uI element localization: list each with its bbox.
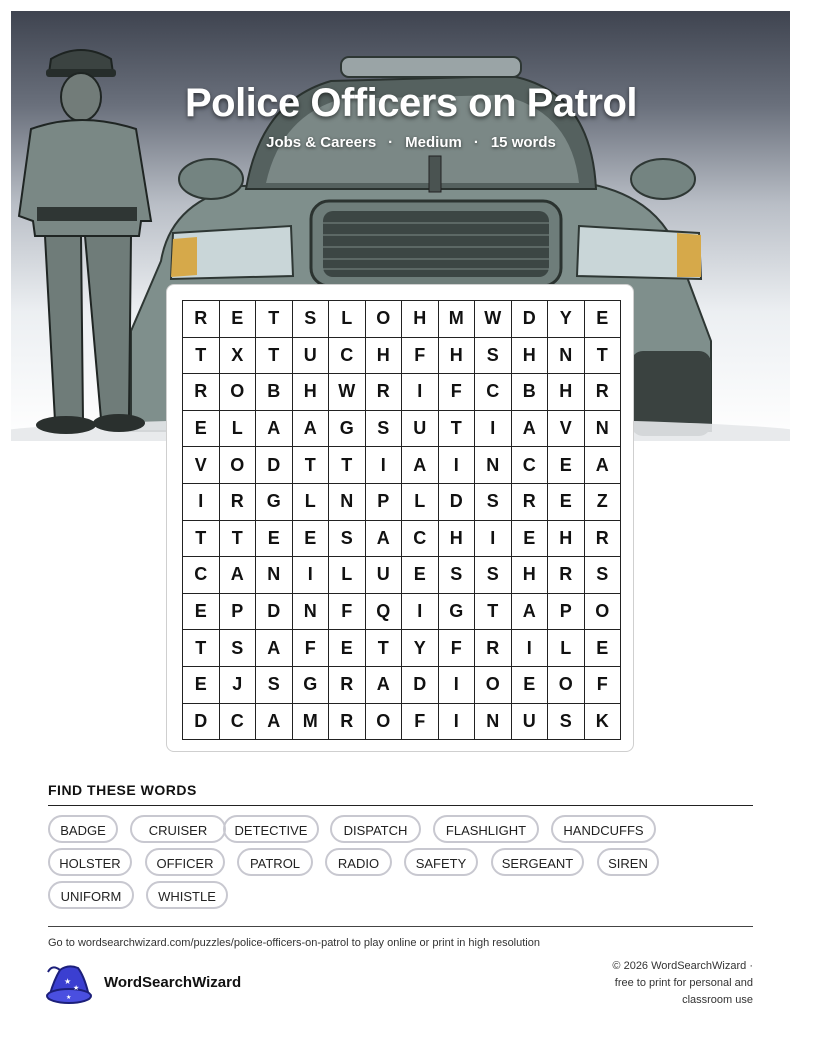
grid-cell[interactable]: I: [183, 483, 220, 520]
grid-cell[interactable]: W: [329, 374, 366, 411]
grid-cell[interactable]: N: [329, 483, 366, 520]
grid-cell[interactable]: B: [256, 374, 293, 411]
grid-row: [183, 520, 621, 557]
svg-text:★: ★: [66, 994, 72, 1001]
grid-cell[interactable]: T: [329, 447, 366, 484]
grid-cell[interactable]: D: [256, 447, 293, 484]
grid-cell[interactable]: T: [292, 447, 329, 484]
grid-cell[interactable]: P: [365, 483, 402, 520]
grid-cell[interactable]: U: [365, 557, 402, 594]
grid-cell[interactable]: T: [256, 301, 293, 338]
grid-cell[interactable]: T: [475, 593, 512, 630]
grid-cell[interactable]: Z: [584, 483, 621, 520]
grid-cell[interactable]: Y: [548, 301, 585, 338]
grid-cell[interactable]: R: [475, 630, 512, 667]
word-pill: SIREN: [597, 848, 659, 876]
grid-cell[interactable]: R: [584, 374, 621, 411]
grid-cell[interactable]: T: [183, 630, 220, 667]
grid-row: [183, 703, 621, 740]
grid-cell[interactable]: U: [511, 703, 548, 740]
grid-cell[interactable]: Q: [365, 593, 402, 630]
grid-cell[interactable]: E: [219, 301, 256, 338]
category-label: Jobs & Careers: [266, 134, 377, 151]
grid-cell[interactable]: E: [548, 483, 585, 520]
grid-cell[interactable]: S: [329, 520, 366, 557]
grid-cell[interactable]: D: [183, 703, 220, 740]
grid-cell[interactable]: T: [584, 337, 621, 374]
grid-cell[interactable]: R: [584, 520, 621, 557]
grid-cell[interactable]: S: [548, 703, 585, 740]
grid-cell[interactable]: A: [584, 447, 621, 484]
grid-cell[interactable]: C: [183, 557, 220, 594]
word-pill: DISPATCH: [330, 815, 421, 843]
grid-cell[interactable]: M: [438, 301, 475, 338]
grid-cell[interactable]: R: [548, 557, 585, 594]
grid-cell[interactable]: J: [219, 666, 256, 703]
grid-cell[interactable]: L: [219, 410, 256, 447]
copyright-line: © 2026 WordSearchWizard ·: [612, 960, 753, 972]
grid-cell[interactable]: E: [256, 520, 293, 557]
grid-cell[interactable]: O: [584, 593, 621, 630]
grid-cell[interactable]: E: [511, 666, 548, 703]
grid-cell[interactable]: S: [475, 557, 512, 594]
word-pill: FLASHLIGHT: [433, 815, 539, 843]
word-count-label: 15 words: [490, 134, 556, 151]
grid-cell[interactable]: H: [292, 374, 329, 411]
grid-cell[interactable]: V: [183, 447, 220, 484]
grid-cell[interactable]: A: [511, 410, 548, 447]
grid-cell[interactable]: S: [475, 483, 512, 520]
grid-cell[interactable]: B: [511, 374, 548, 411]
meta-separator: ·: [473, 134, 479, 151]
grid-cell[interactable]: N: [548, 337, 585, 374]
difficulty-label: Medium: [405, 134, 462, 151]
word-pill: SAFETY: [404, 848, 478, 876]
grid-cell[interactable]: A: [365, 666, 402, 703]
grid-cell[interactable]: I: [438, 703, 475, 740]
grid-cell[interactable]: G: [292, 666, 329, 703]
grid-cell[interactable]: N: [292, 593, 329, 630]
grid-cell[interactable]: W: [475, 301, 512, 338]
grid-cell[interactable]: F: [329, 593, 366, 630]
grid-row: [183, 483, 621, 520]
grid-cell[interactable]: H: [511, 557, 548, 594]
grid-cell[interactable]: A: [402, 447, 439, 484]
word-list-title: FIND THESE WORDS: [48, 782, 197, 798]
grid-cell[interactable]: E: [292, 520, 329, 557]
grid-cell[interactable]: G: [256, 483, 293, 520]
grid-cell[interactable]: D: [402, 666, 439, 703]
word-pill: CRUISER: [130, 815, 226, 843]
grid-cell[interactable]: E: [183, 593, 220, 630]
grid-cell[interactable]: S: [365, 410, 402, 447]
grid-cell[interactable]: S: [292, 301, 329, 338]
grid-cell[interactable]: I: [475, 520, 512, 557]
grid-cell[interactable]: F: [584, 666, 621, 703]
grid-cell[interactable]: S: [219, 630, 256, 667]
grid-cell[interactable]: R: [329, 666, 366, 703]
grid-cell[interactable]: I: [475, 410, 512, 447]
grid-cell[interactable]: H: [548, 374, 585, 411]
grid-cell[interactable]: X: [219, 337, 256, 374]
grid-row: [183, 630, 621, 667]
word-pill: RADIO: [325, 848, 392, 876]
grid-cell[interactable]: R: [511, 483, 548, 520]
grid-cell[interactable]: E: [584, 630, 621, 667]
word-pill: DETECTIVE: [223, 815, 319, 843]
grid-cell[interactable]: R: [183, 301, 220, 338]
grid-cell[interactable]: R: [183, 374, 220, 411]
grid-cell[interactable]: F: [438, 374, 475, 411]
grid-cell[interactable]: I: [292, 557, 329, 594]
divider: [48, 926, 753, 927]
grid-cell[interactable]: I: [511, 630, 548, 667]
grid-cell[interactable]: L: [329, 557, 366, 594]
grid-cell[interactable]: L: [402, 483, 439, 520]
grid-cell[interactable]: R: [329, 703, 366, 740]
grid-cell[interactable]: O: [475, 666, 512, 703]
grid-row: [183, 557, 621, 594]
grid-cell[interactable]: I: [438, 666, 475, 703]
grid-cell[interactable]: C: [475, 374, 512, 411]
svg-text:★: ★: [64, 977, 72, 986]
grid-cell[interactable]: L: [292, 483, 329, 520]
divider: [48, 805, 753, 806]
grid-cell[interactable]: P: [219, 593, 256, 630]
grid-cell[interactable]: Y: [402, 630, 439, 667]
brand-name: WordSearchWizard: [104, 974, 242, 991]
puzzle-title: Police Officers on Patrol: [184, 81, 638, 125]
grid-cell[interactable]: E: [511, 520, 548, 557]
grid-cell[interactable]: F: [292, 630, 329, 667]
grid-cell[interactable]: H: [438, 337, 475, 374]
grid-cell[interactable]: K: [584, 703, 621, 740]
grid-cell[interactable]: I: [438, 447, 475, 484]
grid-cell[interactable]: N: [475, 703, 512, 740]
grid-cell[interactable]: E: [329, 630, 366, 667]
grid-cell[interactable]: C: [329, 337, 366, 374]
word-pill: HANDCUFFS: [551, 815, 656, 843]
grid-cell[interactable]: N: [256, 557, 293, 594]
copyright-line: classroom use: [682, 994, 753, 1006]
grid-cell[interactable]: O: [548, 666, 585, 703]
grid-cell[interactable]: E: [584, 301, 621, 338]
copyright-line: free to print for personal and: [614, 977, 753, 989]
grid-cell[interactable]: O: [219, 374, 256, 411]
grid-row: [183, 447, 621, 484]
footer-url-text: Go to wordsearchwizard.com/puzzles/police-officers-on-patrol to play online or print in high resolution: [48, 937, 540, 949]
grid-cell[interactable]: H: [511, 337, 548, 374]
grid-cell[interactable]: L: [548, 630, 585, 667]
grid-cell[interactable]: P: [548, 593, 585, 630]
grid-cell[interactable]: A: [256, 703, 293, 740]
grid-cell[interactable]: A: [365, 520, 402, 557]
grid-row: [183, 593, 621, 630]
grid-cell[interactable]: T: [438, 410, 475, 447]
grid-cell[interactable]: O: [365, 703, 402, 740]
grid-cell[interactable]: A: [219, 557, 256, 594]
grid-cell[interactable]: F: [402, 703, 439, 740]
grid-cell[interactable]: F: [438, 630, 475, 667]
grid-cell[interactable]: D: [256, 593, 293, 630]
meta-separator: ·: [388, 134, 394, 151]
grid-cell[interactable]: C: [402, 520, 439, 557]
grid-cell[interactable]: S: [256, 666, 293, 703]
grid-cell[interactable]: G: [438, 593, 475, 630]
word-pill: BADGE: [48, 815, 118, 843]
grid-cell[interactable]: U: [292, 337, 329, 374]
puzzle-meta: [11, 134, 790, 151]
grid-cell[interactable]: N: [475, 447, 512, 484]
word-pill: PATROL: [237, 848, 313, 876]
puzzle-card: [166, 284, 634, 752]
grid-cell[interactable]: T: [365, 630, 402, 667]
grid-cell[interactable]: A: [256, 410, 293, 447]
grid-row: [183, 301, 621, 338]
word-pill: UNIFORM: [48, 881, 134, 909]
grid-cell[interactable]: H: [365, 337, 402, 374]
grid-cell[interactable]: O: [219, 447, 256, 484]
grid-row: [183, 337, 621, 374]
grid-cell[interactable]: E: [183, 666, 220, 703]
grid-cell[interactable]: R: [219, 483, 256, 520]
grid-cell[interactable]: T: [256, 337, 293, 374]
grid-cell[interactable]: S: [438, 557, 475, 594]
letter-grid: [182, 300, 621, 740]
grid-cell[interactable]: L: [329, 301, 366, 338]
grid-cell[interactable]: R: [365, 374, 402, 411]
grid-cell[interactable]: H: [438, 520, 475, 557]
grid-cell[interactable]: A: [292, 410, 329, 447]
grid-cell[interactable]: S: [584, 557, 621, 594]
word-pill: WHISTLE: [146, 881, 228, 909]
grid-cell[interactable]: E: [402, 557, 439, 594]
svg-text:★: ★: [73, 984, 80, 992]
word-pill: OFFICER: [145, 848, 225, 876]
grid-cell[interactable]: E: [548, 447, 585, 484]
grid-cell[interactable]: A: [511, 593, 548, 630]
grid-cell[interactable]: T: [183, 337, 220, 374]
grid-cell[interactable]: D: [511, 301, 548, 338]
grid-cell[interactable]: E: [183, 410, 220, 447]
grid-row: [183, 374, 621, 411]
word-pill: HOLSTER: [48, 848, 132, 876]
grid-cell[interactable]: I: [365, 447, 402, 484]
grid-cell[interactable]: C: [511, 447, 548, 484]
wizard-hat-icon: [44, 962, 94, 1006]
grid-cell[interactable]: S: [475, 337, 512, 374]
grid-cell[interactable]: O: [365, 301, 402, 338]
grid-cell[interactable]: I: [402, 593, 439, 630]
grid-cell[interactable]: V: [548, 410, 585, 447]
grid-cell[interactable]: H: [402, 301, 439, 338]
grid-cell[interactable]: H: [548, 520, 585, 557]
grid-cell[interactable]: U: [402, 410, 439, 447]
word-pill: SERGEANT: [491, 848, 584, 876]
grid-cell[interactable]: M: [292, 703, 329, 740]
grid-cell[interactable]: G: [329, 410, 366, 447]
grid-row: [183, 666, 621, 703]
grid-cell[interactable]: I: [402, 374, 439, 411]
copyright-notice: [583, 958, 753, 1009]
grid-row: [183, 410, 621, 447]
grid-cell[interactable]: N: [584, 410, 621, 447]
grid-cell[interactable]: D: [438, 483, 475, 520]
grid-cell[interactable]: T: [219, 520, 256, 557]
grid-cell[interactable]: F: [402, 337, 439, 374]
grid-cell[interactable]: C: [219, 703, 256, 740]
grid-cell[interactable]: T: [183, 520, 220, 557]
grid-cell[interactable]: A: [256, 630, 293, 667]
